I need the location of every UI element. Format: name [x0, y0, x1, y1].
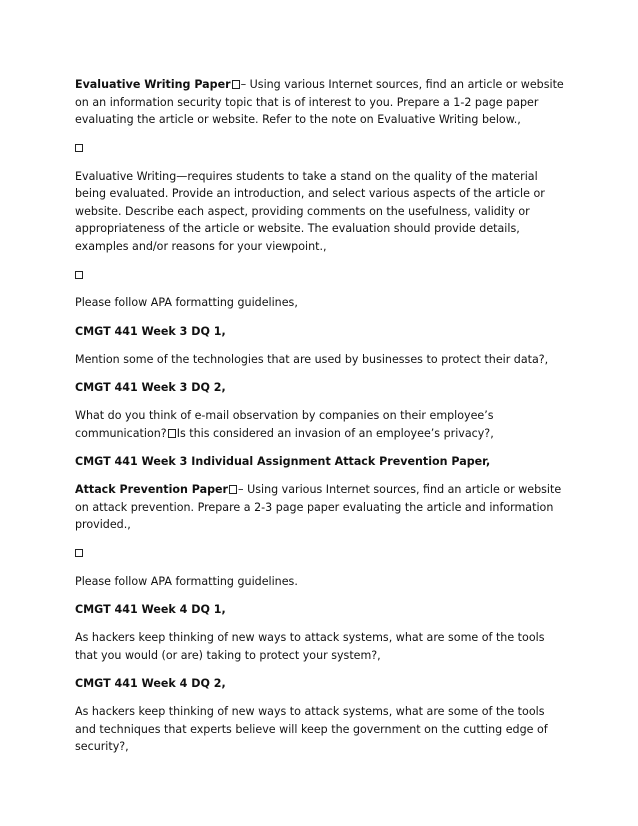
body-text: As hackers keep thinking of new ways to attack systems, what are some of the tools: [75, 630, 545, 644]
body-text: on attack prevention. Prepare a 2-3 page paper evaluating the article and information: [75, 500, 554, 514]
text-line: [75, 573, 575, 591]
bold-heading: Evaluative Writing Paper: [75, 78, 231, 91]
unknown-glyph-icon: [168, 429, 176, 438]
body-text: What do you think of e-mail observation by companies on their employee’s: [75, 409, 494, 423]
text-line: [75, 721, 575, 739]
checkbox-symbol-paragraph: [75, 544, 575, 562]
body-text: – Using various Internet sources, find an article or website: [238, 483, 562, 497]
body-text: As hackers keep thinking of new ways to attack systems, what are some of the tools: [75, 704, 545, 718]
paragraph: [75, 351, 575, 369]
body-text: examples and/or reasons for your viewpoint.,: [75, 239, 327, 253]
text-line: [75, 629, 575, 647]
body-text: and techniques that experts believe will keep the government on the cutting edge of: [75, 722, 548, 736]
body-text: evaluating the article or website. Refer to the note on Evaluative Writing below.,: [75, 113, 521, 127]
text-line: [75, 738, 575, 756]
text-line: [75, 481, 575, 499]
body-text: – Using various Internet sources, find an article or website: [240, 78, 564, 91]
text-line: [75, 323, 575, 341]
text-line: [75, 294, 575, 312]
text-line: [75, 185, 575, 203]
paragraph: [75, 675, 575, 693]
box-symbol-icon: [75, 271, 83, 279]
body-text: website. Describe each aspect, providing comments on the usefulness, validity or: [75, 204, 530, 218]
text-line: [75, 425, 575, 443]
text-line: [75, 203, 575, 221]
text-line: [75, 516, 575, 534]
body-text: communication?: [75, 426, 167, 440]
checkbox-symbol-paragraph: [75, 266, 575, 284]
paragraph: [75, 407, 575, 442]
paragraph: [75, 76, 575, 129]
text-line: [75, 601, 575, 619]
bold-heading: CMGT 441 Week 4 DQ 2,: [75, 676, 226, 690]
text-line: [75, 238, 575, 256]
text-line: [75, 647, 575, 665]
text-line: [75, 168, 575, 186]
paragraph: [75, 629, 575, 664]
body-text: security?,: [75, 740, 129, 754]
bold-heading: CMGT 441 Week 3 Individual Assignment Attack Prevention Paper,: [75, 454, 491, 468]
body-text: Please follow APA formatting guidelines.: [75, 574, 298, 588]
body-text: appropriateness of the article or website. The evaluation should provide details,: [75, 222, 520, 236]
unknown-glyph-icon: [229, 485, 237, 494]
body-text: that you would (or are) taking to protect your system?,: [75, 648, 381, 662]
text-line: [75, 499, 575, 517]
text-line: [75, 111, 575, 129]
text-line: [75, 407, 575, 425]
paragraph: [75, 379, 575, 397]
body-text: Evaluative Writing—requires students to take a stand on the quality of the material: [75, 169, 538, 183]
bold-heading: CMGT 441 Week 4 DQ 1,: [75, 602, 226, 616]
box-symbol-icon: [75, 549, 83, 557]
bold-heading: CMGT 441 Week 3 DQ 2,: [75, 380, 226, 394]
paragraph: [75, 573, 575, 591]
checkbox-symbol-paragraph: [75, 139, 575, 157]
box-symbol-icon: [75, 144, 83, 152]
body-text: being evaluated. Provide an introduction, and select various aspects of the article or: [75, 187, 545, 201]
text-line: [75, 453, 575, 471]
paragraph: [75, 703, 575, 756]
body-text: Is this considered an invasion of an employee’s privacy?,: [176, 426, 494, 440]
paragraph: [75, 168, 575, 256]
paragraph: [75, 323, 575, 341]
text-line: [75, 703, 575, 721]
text-line: [75, 351, 575, 369]
paragraph: [75, 601, 575, 619]
document-page: [75, 76, 575, 766]
text-line: [75, 220, 575, 238]
body-text: provided.,: [75, 518, 131, 532]
paragraph: [75, 294, 575, 312]
bold-heading: CMGT 441 Week 3 DQ 1,: [75, 324, 226, 338]
text-line: [75, 379, 575, 397]
body-text: Please follow APA formatting guidelines,: [75, 296, 298, 310]
text-line: [75, 94, 575, 112]
paragraph: [75, 453, 575, 471]
unknown-glyph-icon: [232, 80, 240, 89]
body-text: on an information security topic that is of interest to you. Prepare a 1-2 page paper: [75, 95, 539, 109]
text-line: [75, 76, 575, 94]
paragraph: [75, 481, 575, 534]
bold-heading: Attack Prevention Paper: [75, 483, 229, 497]
body-text: Mention some of the technologies that are used by businesses to protect their data?,: [75, 352, 549, 366]
text-line: [75, 675, 575, 693]
